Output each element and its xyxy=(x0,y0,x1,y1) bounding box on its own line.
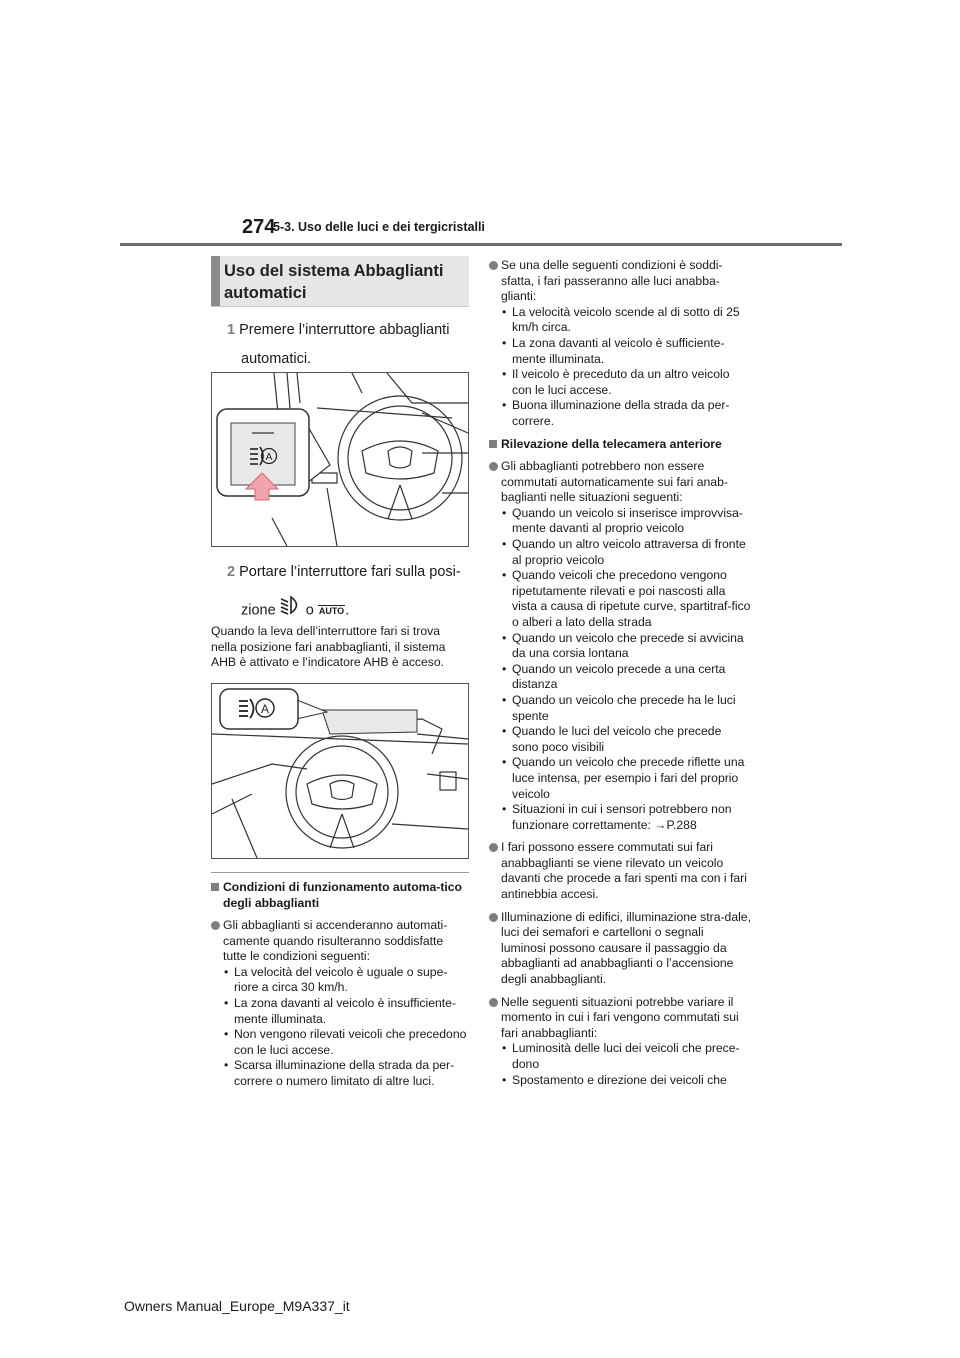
dashboard-indicator-illustration xyxy=(212,684,468,858)
illustration-ahb-switch xyxy=(211,372,469,547)
list-item-text: Situazioni in cui i sensori potrebbero non funzionare correttamente: xyxy=(512,802,732,832)
camera-limitations-list xyxy=(501,506,751,833)
street-lighting-bullet: Illuminazione di edifici, illuminazione stra-dale, luci dei semafori e cartelloni o segnali luminosi possono causare il passaggio da abbaglianti ad anabbaglianti o l’accensione degli anabbaglianti. xyxy=(489,910,751,988)
bullet-text: Se una delle seguenti condizioni è soddi-sfatta, i fari passeranno alle luci anabba-glianti: xyxy=(501,258,723,304)
list-item: • Quando un veicolo che precede ha le luci spente xyxy=(501,693,751,724)
list-item: • Buona illuminazione della strada da per-correre. xyxy=(501,398,751,429)
bullet-text: Nelle seguenti situazioni potrebbe variare il momento in cui i fari vengono commutati sui fari anabbaglianti: xyxy=(501,994,739,1040)
page-number: 274 xyxy=(242,216,276,238)
list-item: • La velocità veicolo scende al di sotto di 25 km/h circa. xyxy=(501,305,751,336)
arrow-icon: → xyxy=(654,817,667,832)
illustration-ahb-indicator xyxy=(211,683,469,859)
right-column xyxy=(489,258,751,1095)
list-item: • Quando un veicolo che precede si avvicina da una corsia lontana xyxy=(501,631,751,662)
list-item: • La zona davanti al veicolo è insufficiente-mente illuminata. xyxy=(223,996,469,1027)
list-item: • Quando un veicolo che precede riflette una luce intensa, per esempio i fari del proprio veicolo xyxy=(501,755,751,802)
timing-bullet xyxy=(489,995,751,1089)
conditions-list xyxy=(223,965,469,1090)
page-reference-link[interactable]: P.288 xyxy=(666,817,697,832)
step-2 xyxy=(227,558,477,626)
auto-icon: AUTO xyxy=(318,606,345,616)
low-beam-icon xyxy=(280,595,302,626)
conditions-section xyxy=(211,880,469,1090)
switch-to-low-beam-bullet xyxy=(489,258,751,430)
step-2-number: 2 xyxy=(227,564,236,580)
list-item xyxy=(501,802,751,833)
section-title: 5-3. Uso delle luci e dei tergicristalli xyxy=(273,220,485,234)
camera-limitations-bullet xyxy=(489,459,751,833)
list-item: • Quando un veicolo si inserisce improvvisa-mente davanti al proprio veicolo xyxy=(501,506,751,537)
switch-conditions-list xyxy=(501,305,751,430)
step-1 xyxy=(227,316,477,374)
step-2-text-line1: Portare l’interruttore fari sulla posi- xyxy=(239,564,461,580)
header-divider xyxy=(120,243,842,246)
footer-doc-id: Owners Manual_Europe_M9A337_it xyxy=(124,1298,350,1314)
list-item: • Quando un veicolo precede a una certa distanza xyxy=(501,662,751,693)
step-2-text-line2: zione xyxy=(241,602,276,619)
section-heading-box xyxy=(211,256,469,307)
list-item: • Quando veicoli che precedono vengono ripetutamente rilevati e poi nascosti alla vista a causa di ripetute curve, spartitraf-fico o alberi a lato della strada xyxy=(501,568,751,630)
list-item: • Spostamento e direzione dei veicoli che xyxy=(501,1073,751,1089)
step-1-number: 1 xyxy=(227,322,236,338)
svg-text:A: A xyxy=(265,452,273,463)
conditions-bullet xyxy=(211,918,469,1090)
bullet-text: Gli abbaglianti potrebbero non essere commutati automaticamente sui fari anab-baglianti nelle situazioni seguenti: xyxy=(501,459,728,505)
dashboard-switch-illustration xyxy=(212,373,468,546)
list-item: • Luminosità delle luci dei veicoli che prece-dono xyxy=(501,1041,751,1072)
list-item: • Non vengono rilevati veicoli che precedono con le luci accese. xyxy=(223,1027,469,1058)
divider xyxy=(211,872,469,873)
list-item: • Scarsa illuminazione della strada da per-correre o numero limitato di altre luci. xyxy=(223,1058,469,1089)
conditions-bullet-text: Gli abbaglianti si accenderanno automati-camente quando risulteranno soddisfatte tutte le condizioni seguenti: xyxy=(223,918,448,964)
list-item: • Il veicolo è preceduto da un altro veicolo con le luci accese. xyxy=(501,367,751,398)
step-2-text-line2-wrap xyxy=(227,595,477,626)
ahb-activation-note: Quando la leva dell’interruttore fari si trova nella posizione fari anabbaglianti, il sistema AHB è attivato e l’indicatore AHB è acceso. xyxy=(211,624,446,669)
step-2-or: o xyxy=(305,602,314,619)
fog-lights-bullet: I fari possono essere commutati sui fari anabbaglianti se viene rilevato un veicolo davanti che procede a fari spenti ma con i fari antinebbia accesi. xyxy=(489,840,751,902)
list-item: • La velocità del veicolo è uguale o supe-riore a circa 30 km/h. xyxy=(223,965,469,996)
section-heading: Uso del sistema Abbaglianti automatici xyxy=(224,262,444,302)
camera-subheading: Rilevazione della telecamera anteriore xyxy=(489,437,751,453)
list-item: • La zona davanti al veicolo è sufficiente-mente illuminata. xyxy=(501,336,751,367)
conditions-subheading: Condizioni di funzionamento automa-tico degli abbaglianti xyxy=(211,880,469,911)
list-item: • Quando le luci del veicolo che precede sono poco visibili xyxy=(501,724,751,755)
timing-list xyxy=(501,1041,751,1088)
step-1-text-line1: Premere l’interruttore abbaglianti xyxy=(239,322,450,338)
heading-accent-bar xyxy=(211,256,220,306)
step-2-end: . xyxy=(345,602,350,619)
step-1-text-line2: automatici. xyxy=(241,351,312,367)
list-item: • Quando un altro veicolo attraversa di fronte al proprio veicolo xyxy=(501,537,751,568)
svg-text:A: A xyxy=(260,702,270,716)
